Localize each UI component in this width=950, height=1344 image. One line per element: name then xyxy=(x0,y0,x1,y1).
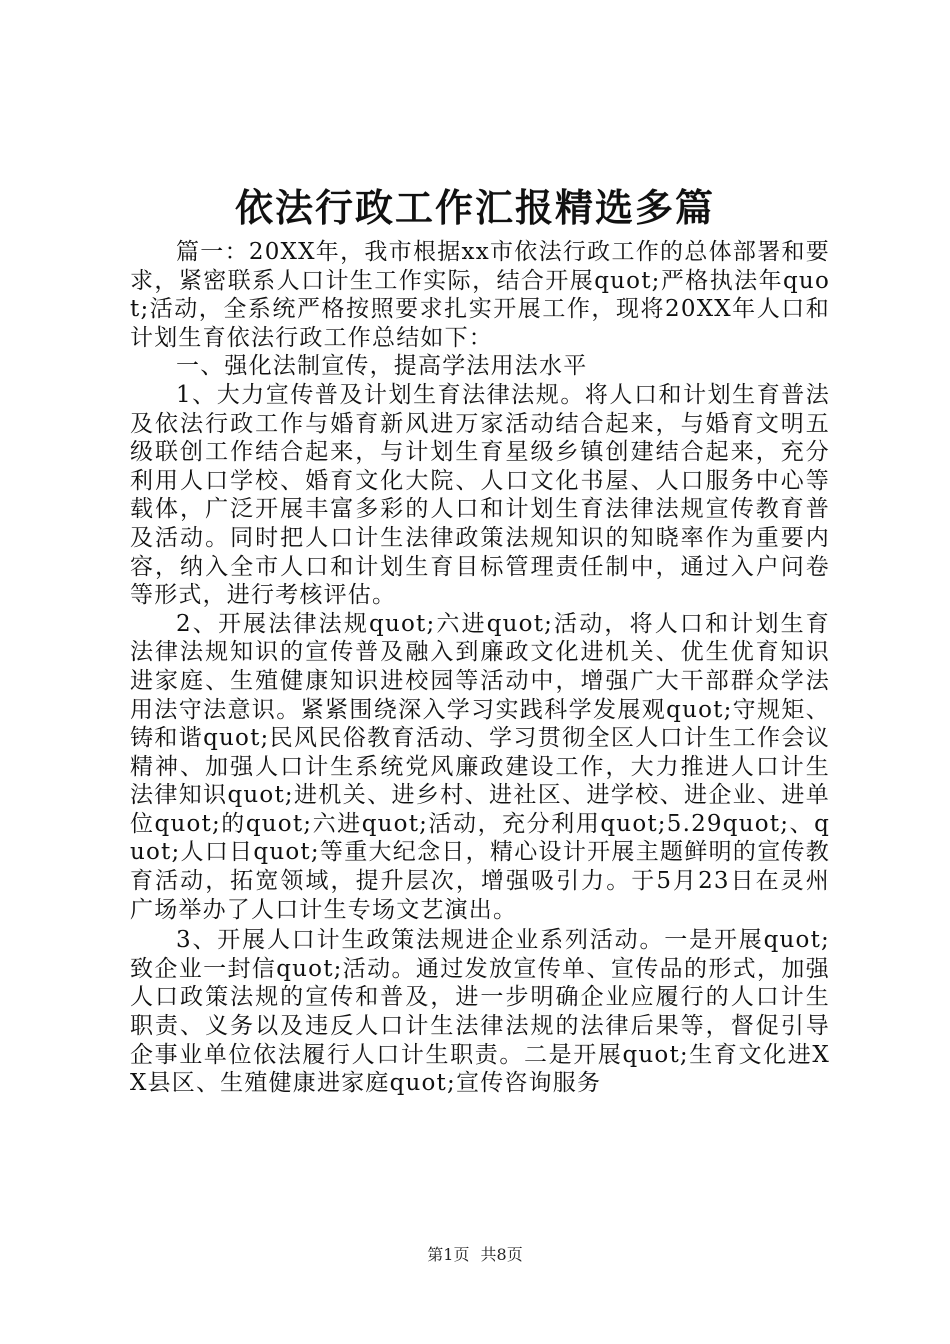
document-title: 依法行政工作汇报精选多篇 xyxy=(234,185,715,230)
document-body xyxy=(130,238,830,1098)
paragraph-intro: 篇一：20XX年，我市根据xx市依法行政工作的总体部署和要求，紧密联系人口计生工作实际，结合开展quot;严格执法年quot;活动，全系统严格按照要求扎实开展工作，现将20XX年人口和计划生育依法行政工作总结如下： xyxy=(130,239,830,351)
paragraph-item-3: 3、开展人口计生政策法规进企业系列活动。一是开展quot;致企业一封信quot;活动。通过发放宣传单、宣传品的形式，加强人口政策法规的宣传和普及，进一步明确企业应履行的人口计生职责、义务以及违反人口计生法律法规的法律后果等，督促引导企事业单位依法履行人口计生职责。二是开展quot;生育文化进XX县区、生殖健康进家庭quot;宣传咨询服务 xyxy=(130,927,830,1097)
page-number: 第1页 xyxy=(427,1245,470,1264)
paragraph-item-2: 2、开展法律法规quot;六进quot;活动，将人口和计划生育法律法规知识的宣传普及融入到廉政文化进机关、优生优育知识进家庭、生殖健康知识进校园等活动中，增强广大干部群众学法用法守法意识。紧紧围绕深入学习实践科学发展观quot;守规矩、铸和谐quot;民风民俗教育活动、学习贯彻全区人口计生工作会议精神、加强人口计生系统党风廉政建设工作，大力推进人口计生法律知识quot;进机关、进乡村、进社区、进学校、进企业、进单位quot;的quot;六进quot;活动，充分利用quot;5.29quot;、quot;人口日quot;等重大纪念日，精心设计开展主题鲜明的宣传教育活动，拓宽领域，提升层次，增强吸引力。于5月23日在灵州广场举办了人口计生专场文艺演出。 xyxy=(130,610,830,923)
paragraph-item-1: 1、大力宣传普及计划生育法律法规。将人口和计划生育普法及依法行政工作与婚育新风进万家活动结合起来，与婚育文明五级联创工作结合起来，与计划生育星级乡镇创建结合起来，充分利用人口学校、婚育文化大院、人口文化书屋、人口服务中心等载体，广泛开展丰富多彩的人口和计划生育法律法规宣传教育普及活动。同时把人口计生法律政策法规知识的知晓率作为重要内容，纳入全市人口和计划生育目标管理责任制中，通过入户问卷等形式，进行考核评估。 xyxy=(130,381,830,609)
page-footer xyxy=(0,1244,950,1266)
page-total: 共8页 xyxy=(480,1245,523,1264)
section-heading: 一、强化法制宣传，提高学法用法水平 xyxy=(176,353,588,380)
